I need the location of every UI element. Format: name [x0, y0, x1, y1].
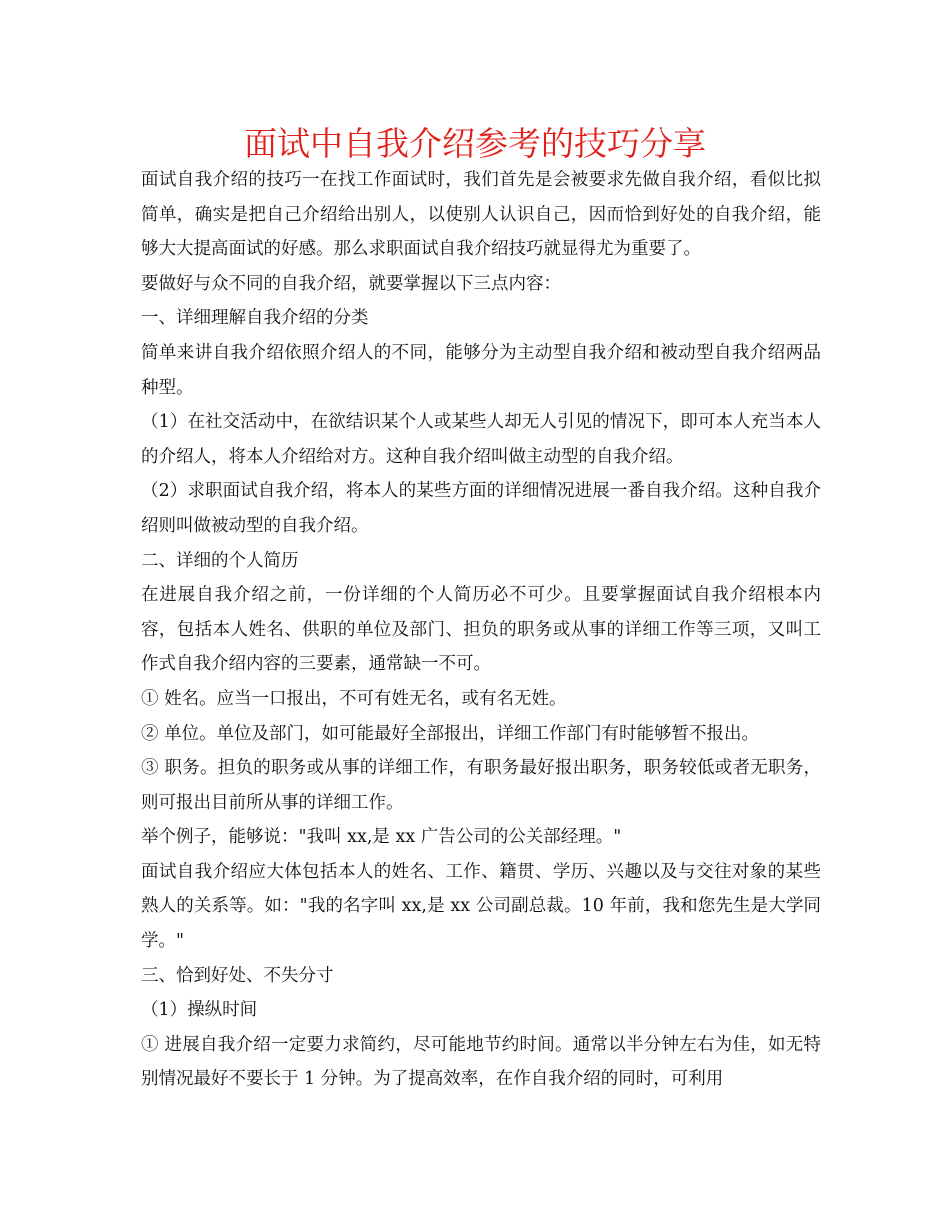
- section-heading-2: 二、详细的个人简历: [141, 550, 299, 571]
- document-title: 面试中自我介绍参考的技巧分享: [244, 124, 706, 163]
- list-item: ① 姓名。应当一口报出，不可有姓无名，或有名无姓。: [141, 688, 567, 709]
- subsection-heading: （1）操纵时间: [141, 1000, 258, 1021]
- paragraph-intro: 面试自我介绍的技巧一在找工作面试时，我们首先是会被要求先做自我介绍，看似比拟简单，确实是把自己介绍给出别人，以使别人认识自己，因而恰到好处的自我介绍，能够大大提高面试的好感。那么求职面试自我介绍技巧就显得尤为重要了。: [141, 170, 821, 260]
- list-item: ① 进展自我介绍一定要力求简约，尽可能地节约时间。通常以半分钟左右为佳，如无特别情况最好不要长于 1 分钟。为了提高效率，在作自我介绍的同时，可利用: [141, 1034, 821, 1090]
- section-heading-1: 一、详细理解自我介绍的分类: [141, 308, 369, 329]
- list-item: ② 单位。单位及部门，如可能最好全部报出，详细工作部门有时能够暂不报出。: [141, 723, 760, 744]
- paragraph: 简单来讲自我介绍依照介绍人的不同，能够分为主动型自我介绍和被动型自我介绍两品种型。: [141, 342, 821, 398]
- list-item: ③ 职务。担负的职务或从事的详细工作，有职务最好报出职务，职务较低或者无职务，则可报出目前所从事的详细工作。: [141, 758, 821, 813]
- paragraph: 面试自我介绍应大体包括本人的姓名、工作、籍贯、学历、兴趣以及与交往对象的某些熟人的关系等。如："我的名字叫 xx,是 xx 公司副总裁。10 年前，我和您先生是大学同学。": [141, 861, 821, 952]
- section-heading-3: 三、恰到好处、不失分寸: [141, 965, 334, 986]
- paragraph: 举个例子，能够说："我叫 xx,是 xx 广告公司的公关部经理。": [141, 827, 622, 848]
- paragraph-three-points: 要做好与众不同的自我介绍，就要掌握以下三点内容：: [141, 273, 561, 294]
- document-body: [141, 163, 821, 1097]
- paragraph: 在进展自我介绍之前，一份详细的个人简历必不可少。且要掌握面试自我介绍根本内容，包括本人姓名、供职的单位及部门、担负的职务或从事的详细工作等三项，又叫工作式自我介绍内容的三要素，通常缺一不可。: [141, 585, 821, 675]
- paragraph: （1）在社交活动中，在欲结识某个人或某些人却无人引见的情况下，即可本人充当本人的介绍人，将本人介绍给对方。这种自我介绍叫做主动型的自我介绍。: [141, 412, 821, 467]
- paragraph: （2）求职面试自我介绍，将本人的某些方面的详细情况进展一番自我介绍。这种自我介绍则叫做被动型的自我介绍。: [141, 481, 821, 536]
